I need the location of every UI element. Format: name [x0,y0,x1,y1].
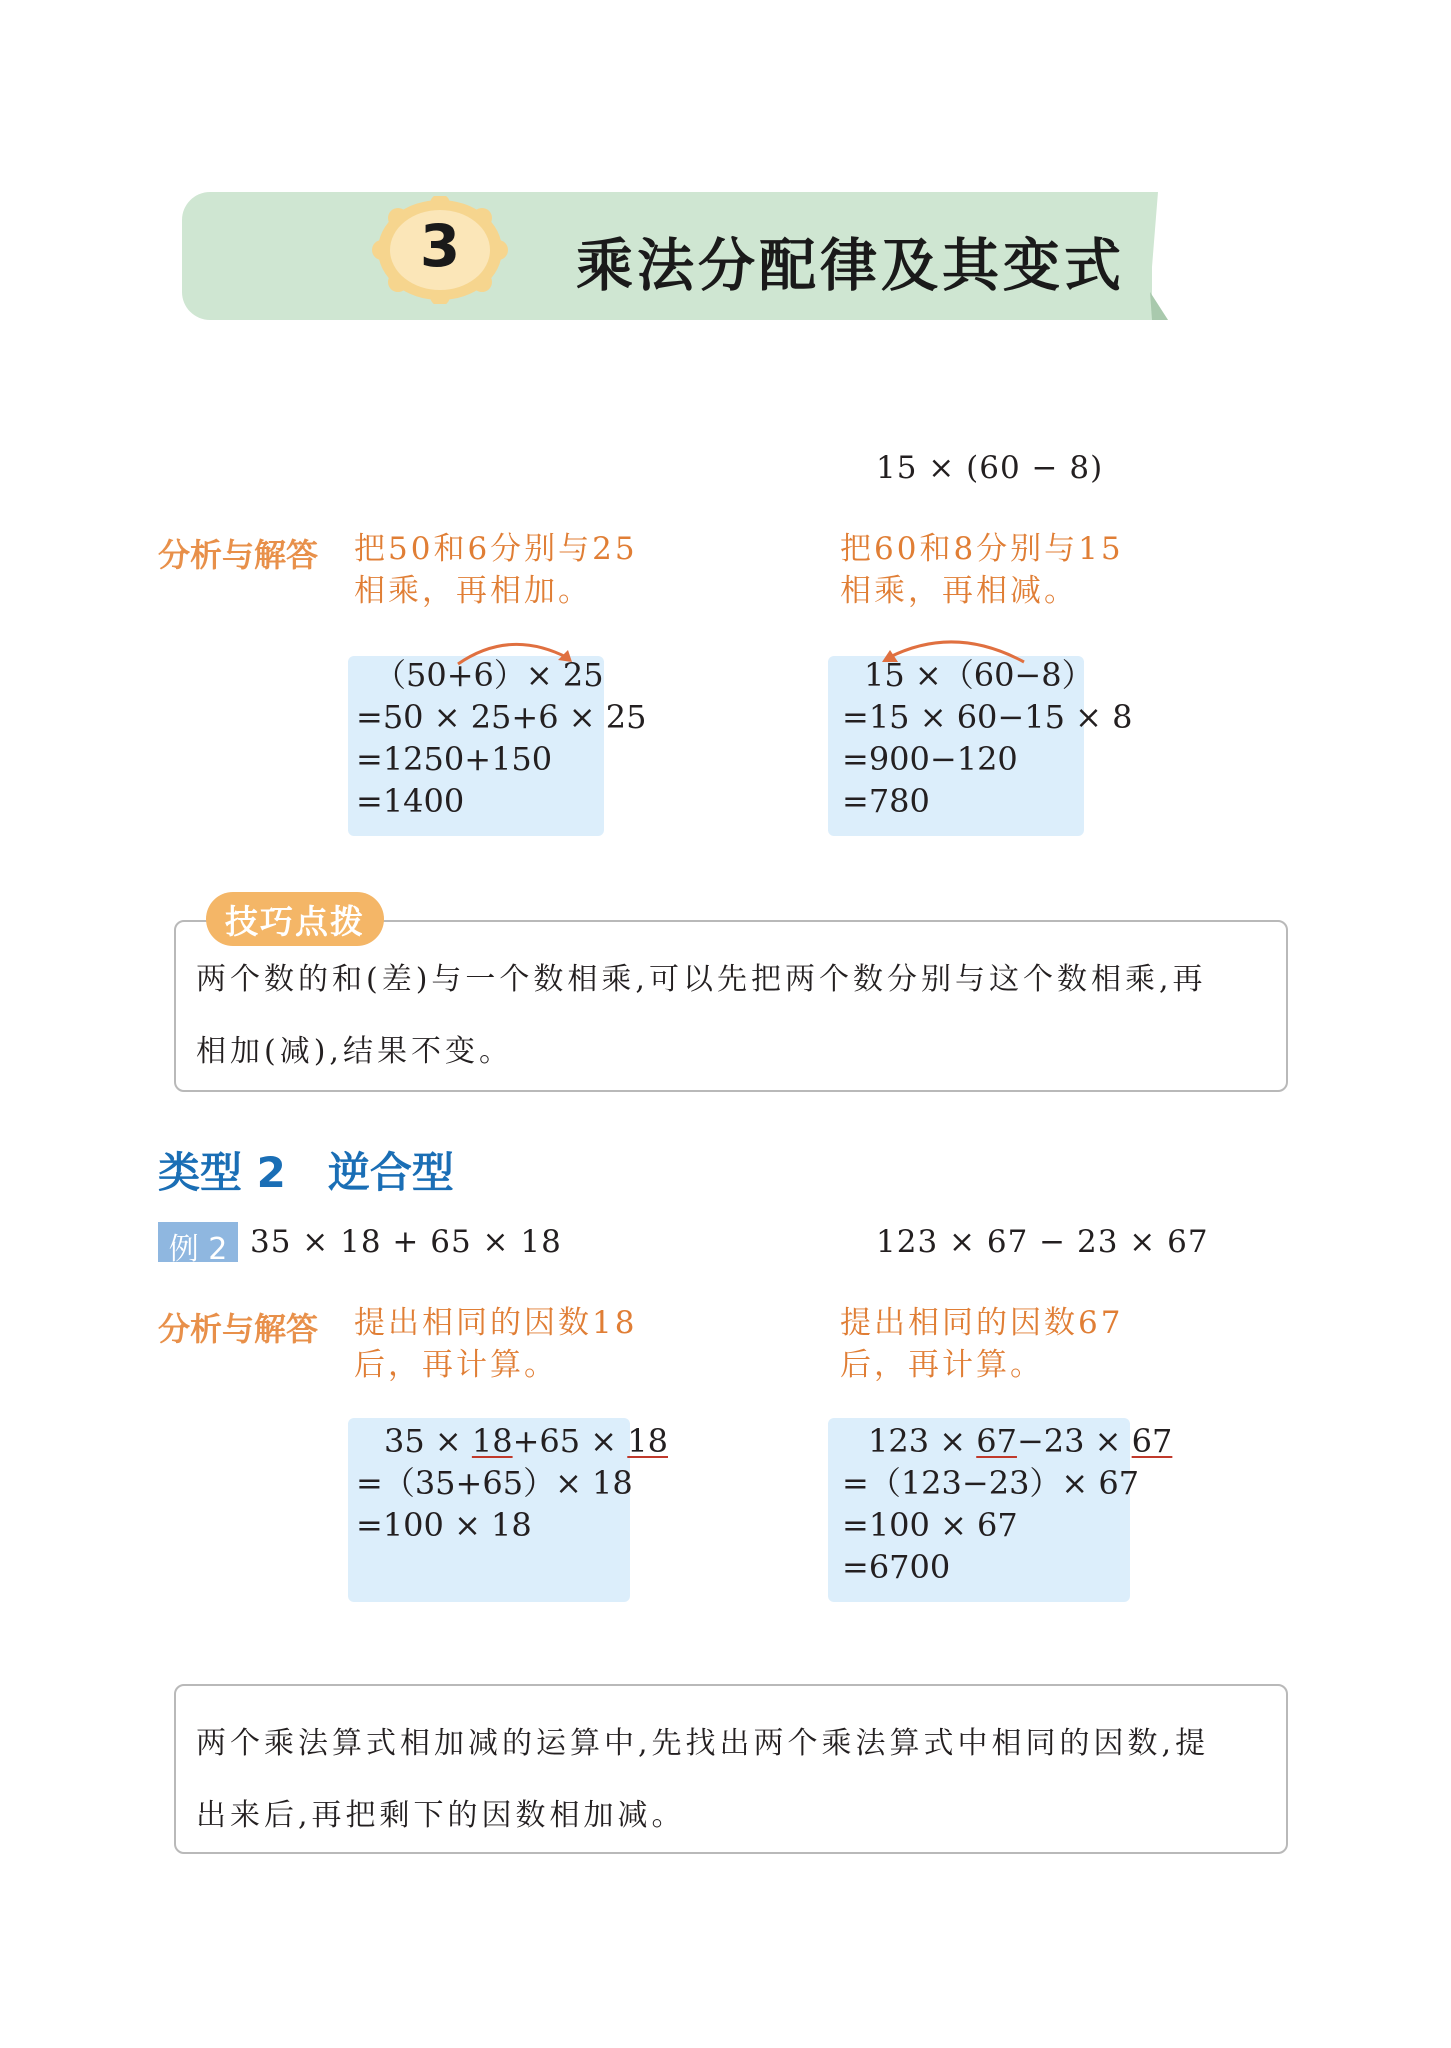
calc-lines-right: 123 × 67−23 × 67 =（123−23）× 67 =100 × 67 =6700 [842,1422,1173,1586]
banner-fold [1140,192,1168,320]
calc-lines-right: 15 ×（60−8） =15 × 60−15 × 8 =900−120 =780 [842,656,1133,820]
right-analysis-text: 提出相同的因数67 后，再计算。 [840,1305,1124,1383]
example1-right-expression: 15 × (60 − 8) [876,450,1104,486]
left-analysis-text: 提出相同的因数18 后，再计算。 [354,1305,638,1383]
calc-lines-left: （50+6）× 25 =50 × 25+6 × 25 =1250+150 =1400 [356,656,647,820]
example2-right-expression: 123 × 67 − 23 × 67 [876,1224,1209,1260]
analysis-label: 分析与解答 [158,536,319,574]
example-tag-label: 例 2 [168,1232,228,1267]
example2-left-expression: 35 × 18 + 65 × 18 [250,1224,562,1260]
tip-text: 两个数的和(差)与一个数相乘,可以先把两个数分别与这个数相乘,再 相加(减),结果不变。 [196,962,1207,1069]
tip-tag-label: 技巧点拨 [225,902,365,941]
calc-lines-left: 35 × 18+65 × 18 =（35+65）× 18 =100 × 18 [356,1422,668,1544]
chapter-number: 3 [419,212,461,280]
type-heading: 类型 2 逆合型 [158,1148,454,1197]
chapter-title: 乘法分配律及其变式 [576,233,1125,299]
tip-text: 两个乘法算式相加减的运算中,先找出两个乘法算式中相同的因数,提 出来后,再把剩下的因数相加减。 [196,1726,1210,1833]
left-analysis-text: 把50和6分别与25 相乘，再相加。 [354,531,638,609]
analysis-label: 分析与解答 [158,1310,319,1348]
right-analysis-text: 把60和8分别与15 相乘，再相减。 [840,531,1124,609]
